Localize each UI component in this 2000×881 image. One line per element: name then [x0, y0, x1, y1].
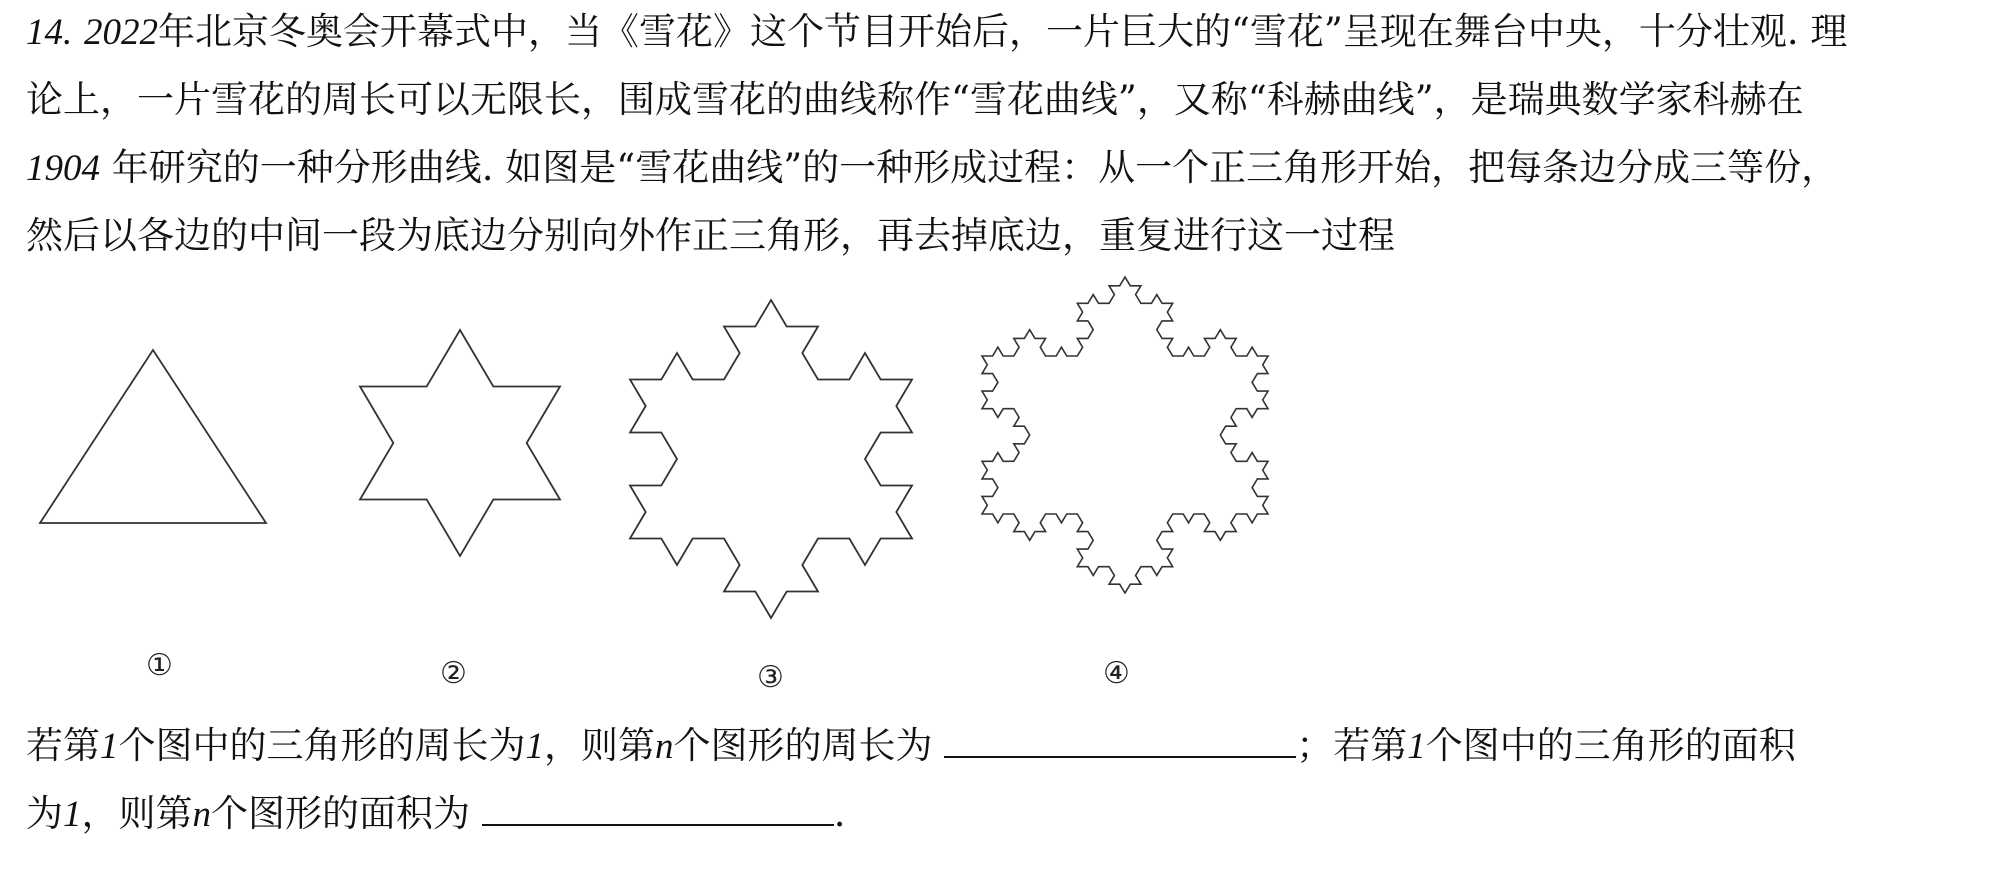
question-text: 为: [26, 792, 63, 835]
year-2022: 2022: [84, 12, 159, 53]
number-one: 1: [1407, 726, 1426, 767]
number-one: 1: [63, 794, 82, 835]
question-line-2: [26, 790, 846, 839]
question-text: ；若第: [1296, 724, 1408, 767]
variable-n: n: [192, 794, 211, 835]
answer-blank-area[interactable]: [482, 790, 834, 826]
figure-4-label: ④: [1103, 656, 1130, 691]
number-one: 1: [100, 726, 119, 767]
question-text: .: [833, 792, 846, 835]
problem-text-4: 然后以各边的中间一段为底边分别向外作正三角形，再去掉底边，重复进行这一过程: [26, 214, 1395, 257]
question-text: 个图形的面积为: [211, 792, 470, 835]
figure-2-label: ②: [440, 656, 467, 691]
figure-1-triangle: [40, 350, 266, 523]
question-text: 个图形的周长为: [673, 724, 933, 767]
question-line-1: [26, 722, 1796, 771]
figure-2-star: [360, 330, 560, 556]
question-text: 若第: [26, 724, 100, 767]
problem-text-1: 年北京冬奥会开幕式中，当《雪花》这个节目开始后，一片巨大的“雪花”呈现在舞台中央，十分壮观. 理: [158, 10, 1848, 53]
question-text: 个图中的三角形的面积: [1425, 724, 1796, 767]
problem-text-2: 论上，一片雪花的周长可以无限长，围成雪花的曲线称作“雪花曲线”，又称“科赫曲线”，是瑞典数学家科赫在: [26, 78, 1804, 121]
question-text: ，则第: [81, 792, 193, 835]
problem-text-3: 年研究的一种分形曲线. 如图是“雪花曲线”的一种形成过程：从一个正三角形开始，把每条边分成三等份，: [111, 146, 1839, 189]
problem-number: 14.: [26, 12, 73, 53]
year-1904: 1904: [26, 148, 100, 189]
answer-blank-perimeter[interactable]: [944, 722, 1296, 758]
variable-n: n: [655, 726, 674, 767]
figure-1-label: ①: [146, 648, 173, 683]
question-text: 个图中的三角形的周长为: [118, 724, 526, 767]
number-one: 1: [525, 726, 544, 767]
question-text: ，则第: [544, 724, 655, 767]
figure-4-snowflake: [982, 277, 1268, 593]
figure-3-snowflake: [630, 300, 912, 618]
figure-3-label: ③: [757, 660, 784, 695]
